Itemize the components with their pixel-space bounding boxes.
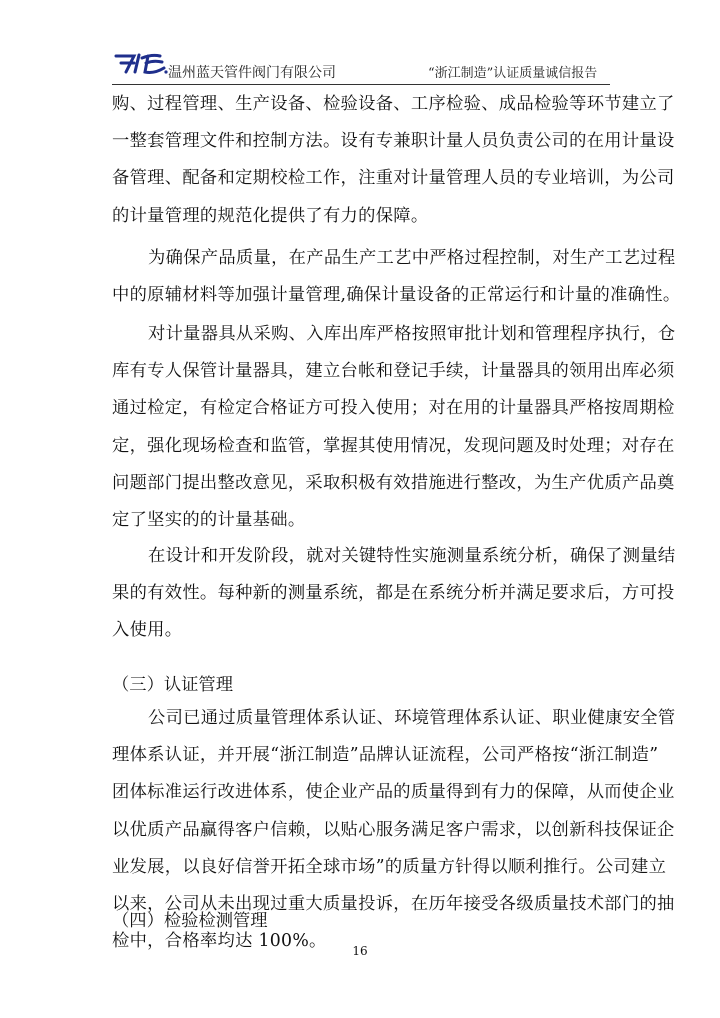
company-name: 温州蓝天管件阀门有限公司 — [168, 65, 336, 81]
company-logo-icon — [112, 50, 174, 76]
text-line: 购、过程管理、生产设备、检验设备、工序检验、成品检验等环节建立了 — [112, 94, 675, 114]
text-line: 定，强化现场检查和监管，掌握其使用情况，发现问题及时处理；对存在 — [112, 435, 675, 456]
page-header — [112, 50, 612, 84]
text-line: 业发展，以良好信誉开拓全球市场”的质量方针得以顺利推行。公司建立 — [112, 856, 667, 877]
text-line: 团体标准运行改进体系，使企业产品的质量得到有力的保障，从而使企业 — [112, 782, 675, 803]
text-line: 以来，公司从未出现过重大质量投诉，在历年接受各级质量技术部门的抽 — [112, 894, 675, 915]
text-line: 中的原辅材料等加强计量管理,确保计量设备的正常运行和计量的准确性。 — [112, 285, 681, 306]
page-number: 16 — [352, 944, 368, 958]
header-rule — [112, 84, 610, 85]
paragraph-3 — [112, 316, 676, 539]
text-line: 对计量器具从采购、入库出库严格按照审批计划和管理程序执行，仓 — [148, 324, 676, 344]
text-line: 入使用。 — [112, 620, 183, 641]
text-line: 在设计和开发阶段，就对关键特性实施测量系统分析，确保了测量结 — [148, 546, 676, 566]
section-heading-3: （三）认证管理 — [112, 675, 233, 695]
paragraph-2 — [112, 240, 681, 314]
report-title: “浙江制造”认证质量诚信报告 — [428, 66, 598, 81]
text-line: 果的有效性。每种新的测量系统，都是在系统分析并满足要求后，方可投 — [112, 583, 675, 604]
text-line: 检中，合格率均达 100%。 — [112, 931, 327, 952]
text-line: 理体系认证，并开展“浙江制造”品牌认证流程，公司严格按“浙江制造” — [112, 745, 659, 766]
text-line: 为确保产品质量，在产品生产工艺中严格过程控制，对生产工艺过程 — [148, 248, 676, 268]
text-line: 通过检定，有检定合格证方可投入使用；对在用的计量器具严格按周期检 — [112, 398, 675, 419]
paragraph-1 — [112, 86, 675, 235]
text-line: 定了坚实的的计量基础。 — [112, 510, 306, 531]
text-line: 库有专人保管计量器具，建立台帐和登记手续，计量器具的领用出库必须 — [112, 361, 675, 382]
paragraph-4 — [112, 538, 676, 650]
text-line: 问题部门提出整改意见，采取积极有效措施进行整改，为生产优质产品奠 — [112, 472, 675, 493]
text-line: 备管理、配备和定期校检工作，注重对计量管理人员的专业培训，为公司 — [112, 168, 675, 189]
text-line: 的计量管理的规范化提供了有力的保障。 — [112, 205, 429, 226]
text-line: 以优质产品赢得客户信赖，以贴心服务满足客户需求，以创新科技保证企 — [112, 819, 675, 840]
section-heading-4: （四）检验检测管理 — [112, 911, 268, 931]
text-line: 一整套管理文件和控制方法。设有专兼职计量人员负责公司的在用计量设 — [112, 131, 675, 152]
text-line: 公司已通过质量管理体系认证、环境管理体系认证、职业健康安全管 — [148, 708, 676, 728]
